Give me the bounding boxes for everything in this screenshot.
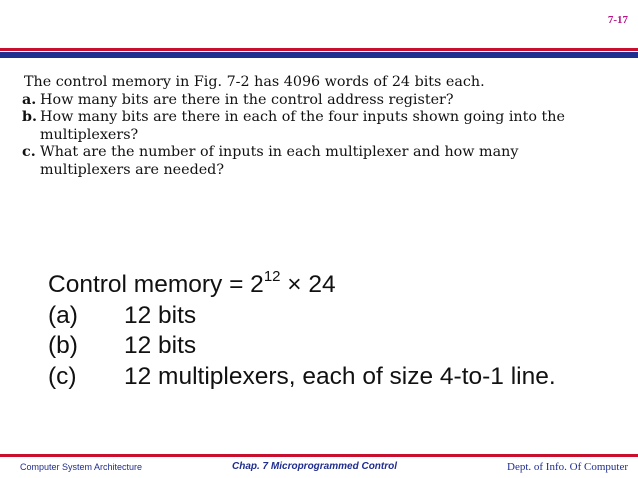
question-marker: b. bbox=[22, 109, 37, 125]
answer-text: 12 multiplexers, each of size 4-to-1 line. bbox=[124, 362, 556, 390]
footer-chapter-title: Chap. 7 Microprogrammed Control bbox=[232, 461, 398, 472]
question-item-b bbox=[22, 109, 602, 144]
footer-course-title: Computer System Architecture bbox=[20, 462, 143, 472]
question-item-a bbox=[22, 92, 602, 110]
question-text: How many bits are there in the control address register? bbox=[40, 91, 454, 108]
question-text: How many bits are there in each of the four inputs shown going into the multiplexers? bbox=[40, 109, 565, 143]
formula-exponent: 12 bbox=[263, 268, 281, 285]
answer-item-b bbox=[48, 331, 556, 362]
question-marker: c. bbox=[22, 144, 36, 160]
answer-item-c bbox=[48, 362, 556, 393]
page-number: 7-17 bbox=[607, 14, 628, 26]
question-excerpt bbox=[22, 74, 602, 179]
header-rule-red bbox=[0, 48, 638, 51]
answer-label: (a) bbox=[48, 301, 78, 329]
answer-label: (c) bbox=[48, 362, 77, 390]
answer-text: 12 bits bbox=[124, 301, 197, 329]
control-memory-formula bbox=[48, 262, 556, 301]
footer-department: Dept. of Info. Of Computer bbox=[507, 461, 628, 473]
question-item-c bbox=[22, 144, 602, 179]
footer-rule bbox=[0, 454, 638, 457]
question-marker: a. bbox=[22, 91, 37, 108]
formula-prefix: Control memory = 2 bbox=[48, 271, 264, 298]
formula-suffix: × 24 bbox=[280, 271, 336, 298]
question-intro: The control memory in Fig. 7-2 has 4096 words of 24 bits each. bbox=[24, 74, 485, 90]
answer-label: (b) bbox=[48, 332, 78, 359]
answer-item-a bbox=[48, 301, 556, 332]
answer-block bbox=[48, 236, 556, 392]
question-text: What are the number of inputs in each multiplexer and how many multiplexers are needed? bbox=[40, 144, 519, 178]
header-rule-blue bbox=[0, 52, 638, 58]
answer-text: 12 bits bbox=[124, 332, 197, 359]
